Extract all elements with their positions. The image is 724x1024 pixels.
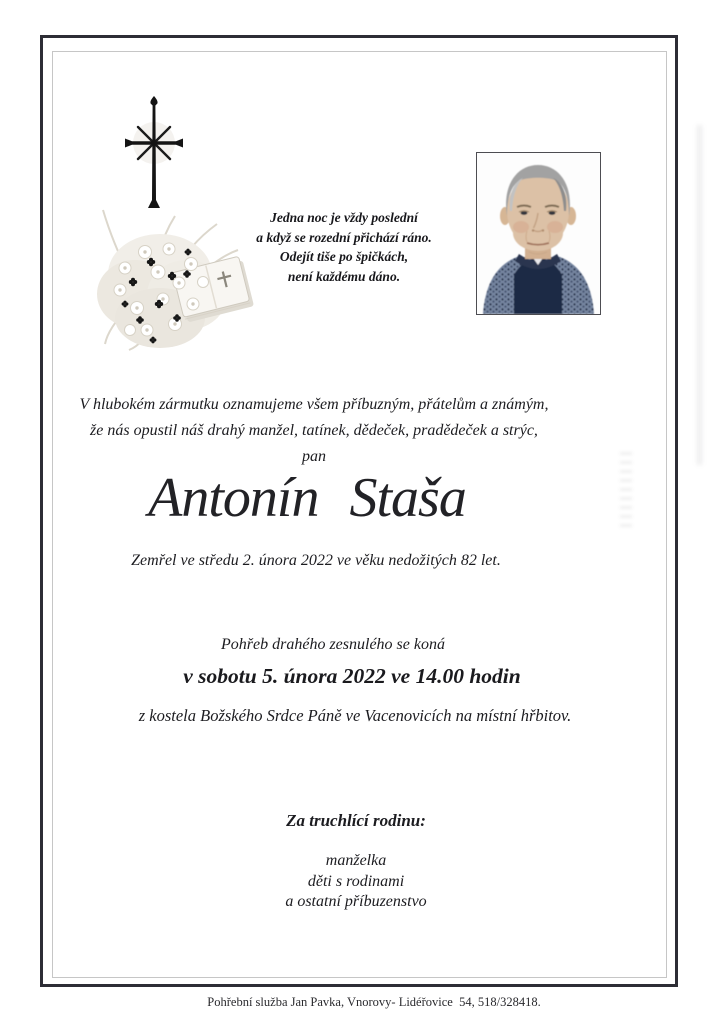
funeral-datetime: v sobotu 5. února 2022 ve 14.00 hodin	[183, 664, 521, 688]
portrait-icon	[477, 153, 600, 314]
deceased-name: Antonín Staša	[148, 467, 466, 529]
mourner-line: manželka	[325, 852, 387, 869]
announcement-line: že nás opustil náš drahý manžel, tatínek, dědeček, pradědeček a strýc,	[90, 422, 538, 439]
cross-icon	[125, 96, 183, 208]
verse-line: Odejít tiše po špičkách,	[279, 249, 409, 264]
mourners-list	[37, 851, 675, 913]
mourner-line: a ostatní příbuzenstvo	[285, 893, 427, 910]
scan-edge-artifact	[696, 125, 703, 465]
verse-line: a když se rozední přichází ráno.	[256, 229, 432, 245]
honorific: pan	[302, 448, 326, 465]
funeral-location: z kostela Božského Srdce Páně ve Vacenovicích na místní hřbitov.	[138, 706, 572, 725]
verse-line: není každému dáno.	[287, 268, 401, 284]
footer-service-info: Pohřební služba Jan Pavka, Vnorovy- Lidéřovice 54, 518/328418.	[207, 995, 541, 1009]
announcement-text	[0, 392, 633, 470]
verse-line: Jedna noc je vždy poslední	[270, 210, 418, 225]
funeral-intro: Pohřeb drahého zesnulého se koná	[221, 636, 445, 653]
death-date-line: Zemřel ve středu 2. února 2022 ve věku nedožitých 82 let.	[131, 552, 501, 569]
mourners-heading: Za truchlící rodinu:	[286, 811, 426, 830]
mourner-line: děti s rodinami	[307, 872, 405, 890]
scan-smudge-artifact	[620, 452, 632, 532]
announcement-line: V hlubokém zármutku oznamujeme všem příbuzným, přátelům a známým,	[79, 396, 549, 413]
memorial-verse	[243, 208, 445, 286]
portrait-photo	[476, 152, 601, 315]
